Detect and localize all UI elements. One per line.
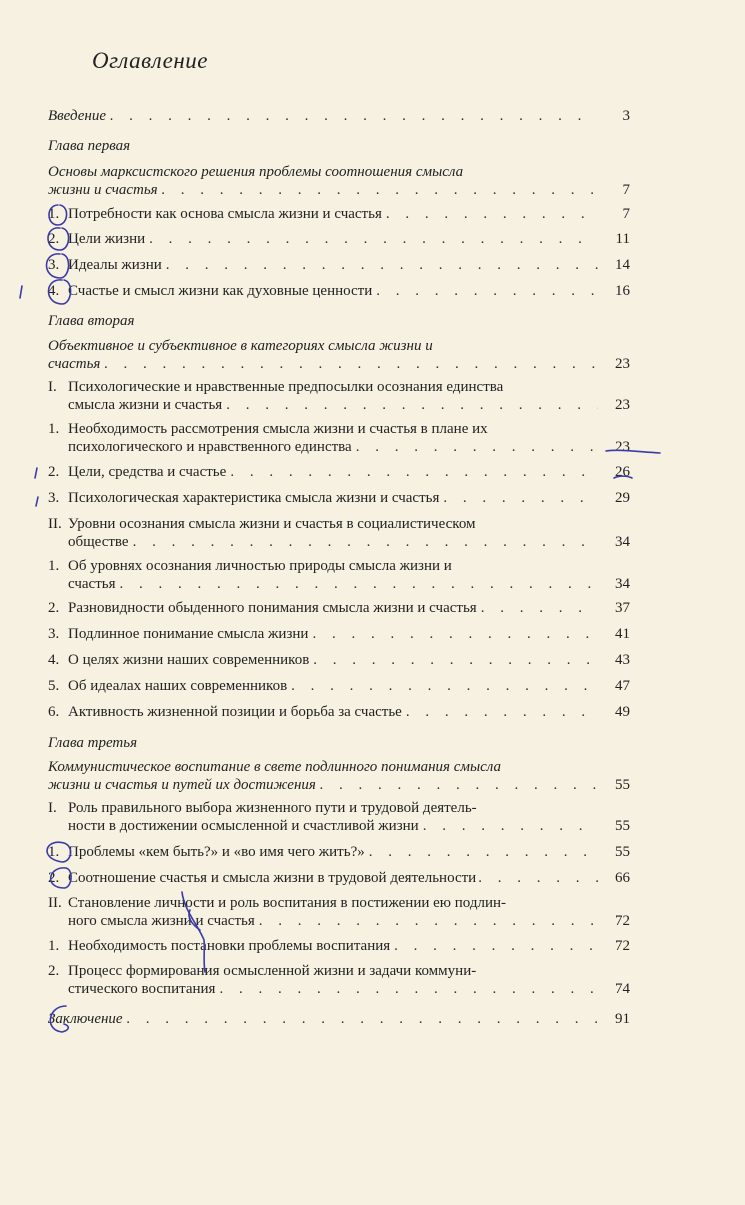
toc-entry[interactable]: 6. Активность жизненной позиции и борьба за счастье . . . 49 (48, 703, 630, 721)
page-number: 34 (615, 576, 630, 592)
chapter-title-3[interactable]: Коммунистическое воспитание в свете подлинного понимания смысла жизни и счастья и путей их достижения . . . 55 (48, 758, 630, 794)
toc-entry-intro[interactable] (48, 107, 630, 125)
toc-entry[interactable]: 1. Об уровнях осознания личностью природы смысла жизни и счастья . . . 34 (48, 557, 630, 593)
page-number: 49 (615, 704, 630, 720)
toc-entry[interactable]: II. Становление личности и роль воспитания в постижении ею подлин- ного смысла жизни и счастья . . . 72 (48, 894, 630, 930)
entry-text: Заключение (48, 1011, 123, 1027)
page-number: 47 (615, 678, 630, 694)
toc-entry[interactable]: 2. Процесс формирования осмысленной жизни и задачи коммуни- стического воспитания . . . 74 (48, 962, 630, 998)
page-number: 91 (615, 1011, 630, 1027)
toc-entry[interactable]: 1. Необходимость рассмотрения смысла жизни и счастья в плане их психологического и нравственного единства . . . 23 (48, 420, 630, 456)
chapter-label-3: Глава третья (48, 735, 138, 751)
toc-entry[interactable]: 2. Разновидности обыденного понимания смысла жизни и счастья . . . 37 (48, 599, 630, 617)
toc-entry[interactable]: 2. Цели, средства и счастье . . . 26 (48, 463, 630, 481)
chapter-title-2[interactable]: Объективное и субъективное в категориях смысла жизни и счастья . . . 23 (48, 337, 630, 373)
page-number: 16 (615, 283, 630, 299)
toc-entry[interactable]: 3. Идеалы жизни . . . 14 (48, 256, 630, 274)
entry-text: Введение (48, 108, 106, 124)
page-number: 55 (615, 818, 630, 834)
page-number: 26 (615, 464, 630, 480)
page-number: 72 (615, 938, 630, 954)
toc-entry[interactable]: 1. Проблемы «кем быть?» и «во имя чего жить?» . . . 55 (48, 843, 630, 861)
page-number: 7 (622, 182, 630, 198)
page-number: 29 (615, 490, 630, 506)
toc-entry-conclusion[interactable] (48, 1010, 630, 1028)
chapter-label-1: Глава первая (48, 138, 131, 154)
toc-entry[interactable]: 4. Счастье и смысл жизни как духовные ценности . . . 16 (48, 282, 630, 300)
toc-entry[interactable]: I. Психологические и нравственные предпосылки осознания единства смысла жизни и счастья . . . 23 (48, 378, 630, 414)
toc-entry[interactable]: 1. Потребности как основа смысла жизни и счастья . . . 7 (48, 205, 630, 223)
chapter-title-1[interactable]: Основы марксистского решения проблемы соотношения смысла жизни и счастья . . . 7 (48, 163, 630, 199)
toc-entry[interactable]: 3. Подлинное понимание смысла жизни . . . 41 (48, 625, 630, 643)
pen-tick-mark (20, 286, 22, 298)
pen-tick-mark (36, 497, 38, 506)
chapter-label-2: Глава вторая (48, 313, 135, 329)
page-number: 7 (622, 206, 630, 222)
toc-entry[interactable]: 2. Соотношение счастья и смысла жизни в трудовой деятельности . . . 66 (48, 869, 630, 887)
toc-entry[interactable]: 3. Психологическая характеристика смысла жизни и счастья . . . 29 (48, 489, 630, 507)
toc-entry[interactable]: 1. Необходимость постановки проблемы воспитания . . . 72 (48, 937, 630, 955)
page-number: 41 (615, 626, 630, 642)
page-number: 3 (622, 108, 630, 124)
page-number: 34 (615, 534, 630, 550)
page-number: 72 (615, 913, 630, 929)
page-number: 23 (615, 439, 630, 455)
page-number: 23 (615, 397, 630, 413)
page-number: 11 (615, 231, 630, 247)
page-number: 43 (615, 652, 630, 668)
page-number: 66 (615, 870, 630, 886)
page-number: 14 (615, 257, 630, 273)
pen-tick-mark (35, 468, 37, 478)
toc-entry[interactable]: 4. О целях жизни наших современников . . . 43 (48, 651, 630, 669)
page-number: 55 (615, 777, 630, 793)
page-number: 37 (615, 600, 630, 616)
page-number: 23 (615, 356, 630, 372)
toc-entry[interactable]: II. Уровни осознания смысла жизни и счастья в социалистическом обществе . . . 34 (48, 515, 630, 551)
page-number: 74 (615, 981, 630, 997)
toc-entry[interactable]: 2. Цели жизни . . . 11 (48, 230, 630, 248)
toc-entry[interactable]: I. Роль правильного выбора жизненного пути и трудовой деятель- ности в достижении осмысленной и счастливой жизни . . . 55 (48, 799, 630, 835)
page-title: Оглавление (92, 48, 209, 73)
toc-entry[interactable]: 5. Об идеалах наших современников . . . 47 (48, 677, 630, 695)
page-number: 55 (615, 844, 630, 860)
